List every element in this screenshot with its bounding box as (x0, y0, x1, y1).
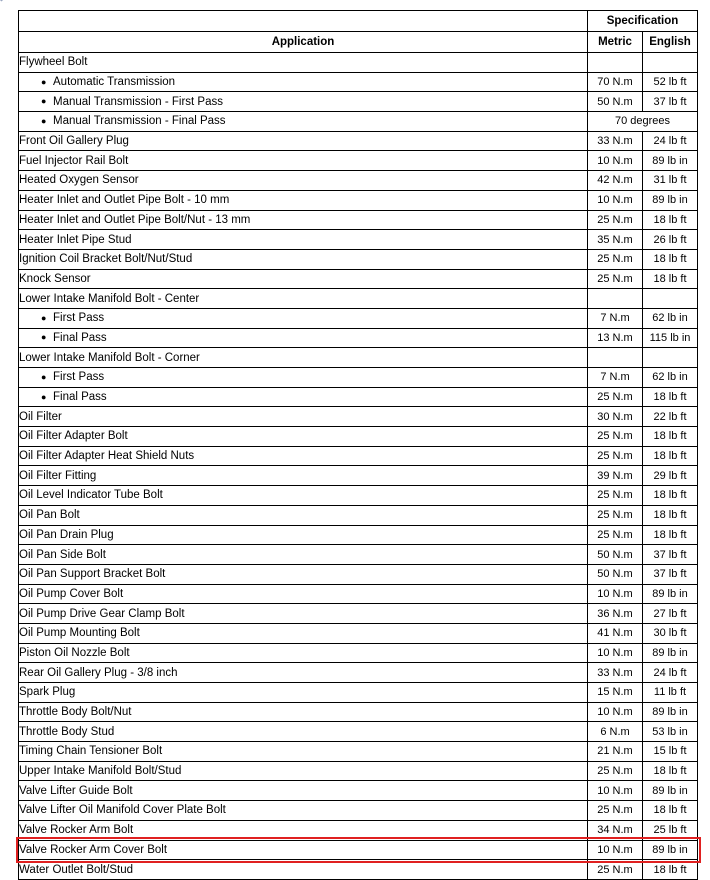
cell-metric: 25 N.m (588, 505, 643, 525)
cell-application: Oil Level Indicator Tube Bolt (19, 486, 588, 506)
cell-english: 89 lb in (643, 151, 698, 171)
cell-application: Heated Oxygen Sensor (19, 171, 588, 191)
torque-specifications-table (18, 10, 698, 880)
cell-metric: 10 N.m (588, 702, 643, 722)
cell-metric: 10 N.m (588, 190, 643, 210)
table-row (19, 171, 698, 191)
cell-metric: 25 N.m (588, 525, 643, 545)
cell-english: 25 lb ft (643, 820, 698, 840)
bullet-icon: ● (41, 332, 47, 343)
cell-metric: 10 N.m (588, 781, 643, 801)
cell-english: 37 lb ft (643, 92, 698, 112)
cell-application (19, 328, 588, 348)
table-row (19, 289, 698, 309)
cell-english: 27 lb ft (643, 604, 698, 624)
cell-application: Timing Chain Tensioner Bolt (19, 742, 588, 762)
table-row (19, 407, 698, 427)
cell-application-label: Automatic Transmission (53, 76, 176, 89)
cell-application: Heater Inlet and Outlet Pipe Bolt - 10 mm (19, 190, 588, 210)
cell-metric: 10 N.m (588, 643, 643, 663)
cell-application-label: First Pass (53, 371, 105, 384)
table-row (19, 820, 698, 840)
cell-metric: 10 N.m (588, 584, 643, 604)
cell-application: Oil Pump Drive Gear Clamp Bolt (19, 604, 588, 624)
cell-metric: 7 N.m (588, 368, 643, 388)
cell-english (643, 53, 698, 73)
cell-metric: 25 N.m (588, 210, 643, 230)
cell-metric: 25 N.m (588, 446, 643, 466)
table-row (19, 781, 698, 801)
table-row (19, 151, 698, 171)
cell-metric (588, 348, 643, 368)
cell-application: Oil Pan Bolt (19, 505, 588, 525)
cell-english: 18 lb ft (643, 486, 698, 506)
table-row (19, 545, 698, 565)
table-row (19, 72, 698, 92)
cell-application: Flywheel Bolt (19, 53, 588, 73)
table-row (19, 564, 698, 584)
bullet-icon: ● (41, 115, 47, 126)
table-row (19, 742, 698, 762)
table-row (19, 683, 698, 703)
cell-metric (588, 289, 643, 309)
table-row (19, 663, 698, 683)
cell-application: Spark Plug (19, 683, 588, 703)
cell-application: Rear Oil Gallery Plug - 3/8 inch (19, 663, 588, 683)
cell-application: Valve Lifter Oil Manifold Cover Plate Bolt (19, 801, 588, 821)
header-english: English (643, 32, 698, 53)
table-row (19, 269, 698, 289)
table-body (19, 53, 698, 880)
cell-english: 24 lb ft (643, 131, 698, 151)
table-row (19, 702, 698, 722)
cell-application: Throttle Body Stud (19, 722, 588, 742)
table-row (19, 525, 698, 545)
cell-english: 18 lb ft (643, 427, 698, 447)
cell-metric: 7 N.m (588, 308, 643, 328)
table-row (19, 112, 698, 132)
cell-english: 89 lb in (643, 584, 698, 604)
cell-application: Lower Intake Manifold Bolt - Corner (19, 348, 588, 368)
cell-english: 18 lb ft (643, 860, 698, 880)
cell-metric: 10 N.m (588, 840, 643, 860)
cell-application: Knock Sensor (19, 269, 588, 289)
cell-metric: 41 N.m (588, 623, 643, 643)
table-header-row-bottom (19, 32, 698, 53)
cell-application: Valve Rocker Arm Cover Bolt (19, 840, 588, 860)
table-row (19, 387, 698, 407)
cell-application: Oil Filter (19, 407, 588, 427)
cell-english: 18 lb ft (643, 761, 698, 781)
table-row (19, 131, 698, 151)
cell-english: 89 lb in (643, 643, 698, 663)
cell-english: 30 lb ft (643, 623, 698, 643)
cell-application (19, 92, 588, 112)
cell-english: 11 lb ft (643, 683, 698, 703)
cell-metric: 15 N.m (588, 683, 643, 703)
table-row (19, 328, 698, 348)
cell-application: Heater Inlet Pipe Stud (19, 230, 588, 250)
table-row (19, 348, 698, 368)
cell-english: 37 lb ft (643, 564, 698, 584)
cell-application: Oil Pump Cover Bolt (19, 584, 588, 604)
cell-metric: 50 N.m (588, 564, 643, 584)
cell-english (643, 348, 698, 368)
bullet-icon: ● (41, 96, 47, 107)
table-row (19, 53, 698, 73)
cell-english (643, 289, 698, 309)
cell-application (19, 387, 588, 407)
cell-english: 53 lb in (643, 722, 698, 742)
cell-metric: 25 N.m (588, 269, 643, 289)
cell-application: Valve Rocker Arm Bolt (19, 820, 588, 840)
cell-application: Lower Intake Manifold Bolt - Center (19, 289, 588, 309)
cell-application (19, 368, 588, 388)
table-row (19, 446, 698, 466)
cell-metric: 25 N.m (588, 801, 643, 821)
table-row (19, 722, 698, 742)
cell-application: Valve Lifter Guide Bolt (19, 781, 588, 801)
cell-metric: 36 N.m (588, 604, 643, 624)
table-row (19, 584, 698, 604)
table-row (19, 801, 698, 821)
cell-application-label: First Pass (53, 312, 105, 325)
cell-metric: 30 N.m (588, 407, 643, 427)
table-row (19, 368, 698, 388)
bullet-icon: ● (41, 312, 47, 323)
table-row (19, 210, 698, 230)
cell-application: Upper Intake Manifold Bolt/Stud (19, 761, 588, 781)
table-row (19, 604, 698, 624)
cell-english: 29 lb ft (643, 466, 698, 486)
cell-application-label: Final Pass (53, 391, 107, 404)
cell-application: Ignition Coil Bracket Bolt/Nut/Stud (19, 249, 588, 269)
cell-application: Oil Pump Mounting Bolt (19, 623, 588, 643)
cell-application-label: Manual Transmission - First Pass (53, 95, 223, 108)
header-application: Application (19, 32, 588, 53)
table-row (19, 486, 698, 506)
cell-english: 18 lb ft (643, 446, 698, 466)
cell-application: Oil Pan Drain Plug (19, 525, 588, 545)
header-metric: Metric (588, 32, 643, 53)
table-header-row-top (19, 11, 698, 32)
table-row (19, 230, 698, 250)
cell-english: 18 lb ft (643, 387, 698, 407)
cell-application-label: Manual Transmission - Final Pass (53, 115, 226, 128)
cell-english: 18 lb ft (643, 210, 698, 230)
cell-metric: 35 N.m (588, 230, 643, 250)
cell-english: 89 lb in (643, 781, 698, 801)
table-row (19, 466, 698, 486)
table-head (19, 11, 698, 53)
cell-application: Piston Oil Nozzle Bolt (19, 643, 588, 663)
cell-metric: 13 N.m (588, 328, 643, 348)
cell-application: Fuel Injector Rail Bolt (19, 151, 588, 171)
cell-metric: 25 N.m (588, 387, 643, 407)
header-specification: Specification (588, 11, 698, 32)
cell-metric: 39 N.m (588, 466, 643, 486)
decorative-corner-line (0, 0, 20, 11)
table-row (19, 249, 698, 269)
cell-english: 89 lb in (643, 190, 698, 210)
cell-metric: 25 N.m (588, 249, 643, 269)
cell-metric: 25 N.m (588, 486, 643, 506)
cell-application: Oil Pan Support Bracket Bolt (19, 564, 588, 584)
bullet-icon: ● (41, 391, 47, 402)
bullet-icon: ● (41, 371, 47, 382)
cell-english: 89 lb in (643, 840, 698, 860)
cell-metric: 10 N.m (588, 151, 643, 171)
cell-english: 31 lb ft (643, 171, 698, 191)
cell-application: Oil Filter Adapter Bolt (19, 427, 588, 447)
cell-metric: 42 N.m (588, 171, 643, 191)
cell-english: 37 lb ft (643, 545, 698, 565)
cell-english: 18 lb ft (643, 505, 698, 525)
cell-application-label: Final Pass (53, 331, 107, 344)
cell-metric: 25 N.m (588, 427, 643, 447)
cell-metric: 50 N.m (588, 92, 643, 112)
table-row (19, 92, 698, 112)
table-row (19, 761, 698, 781)
cell-metric: 50 N.m (588, 545, 643, 565)
cell-metric: 6 N.m (588, 722, 643, 742)
cell-metric: 33 N.m (588, 663, 643, 683)
cell-english: 18 lb ft (643, 269, 698, 289)
cell-english: 18 lb ft (643, 801, 698, 821)
cell-english: 18 lb ft (643, 525, 698, 545)
cell-metric: 70 N.m (588, 72, 643, 92)
cell-english: 24 lb ft (643, 663, 698, 683)
cell-english: 89 lb in (643, 702, 698, 722)
cell-spec-combined: 70 degrees (588, 112, 698, 132)
cell-english: 15 lb ft (643, 742, 698, 762)
table-row (19, 860, 698, 880)
cell-application (19, 308, 588, 328)
table-row (19, 190, 698, 210)
cell-application: Throttle Body Bolt/Nut (19, 702, 588, 722)
cell-application (19, 112, 588, 132)
cell-application (19, 72, 588, 92)
cell-application: Oil Filter Adapter Heat Shield Nuts (19, 446, 588, 466)
cell-metric: 34 N.m (588, 820, 643, 840)
cell-english: 26 lb ft (643, 230, 698, 250)
cell-metric: 33 N.m (588, 131, 643, 151)
cell-application: Oil Pan Side Bolt (19, 545, 588, 565)
table-row (19, 643, 698, 663)
table-row (19, 427, 698, 447)
cell-application: Water Outlet Bolt/Stud (19, 860, 588, 880)
cell-english: 22 lb ft (643, 407, 698, 427)
cell-english: 62 lb in (643, 368, 698, 388)
cell-metric (588, 53, 643, 73)
header-blank-cell (19, 11, 588, 32)
cell-application: Oil Filter Fitting (19, 466, 588, 486)
cell-application: Front Oil Gallery Plug (19, 131, 588, 151)
cell-application: Heater Inlet and Outlet Pipe Bolt/Nut - 13 mm (19, 210, 588, 230)
cell-metric: 25 N.m (588, 761, 643, 781)
table-row (19, 623, 698, 643)
cell-english: 52 lb ft (643, 72, 698, 92)
bullet-icon: ● (41, 76, 47, 87)
cell-metric: 25 N.m (588, 860, 643, 880)
table-row (19, 308, 698, 328)
table-row (19, 505, 698, 525)
cell-english: 115 lb in (643, 328, 698, 348)
cell-english: 62 lb in (643, 308, 698, 328)
cell-english: 18 lb ft (643, 249, 698, 269)
cell-metric: 21 N.m (588, 742, 643, 762)
